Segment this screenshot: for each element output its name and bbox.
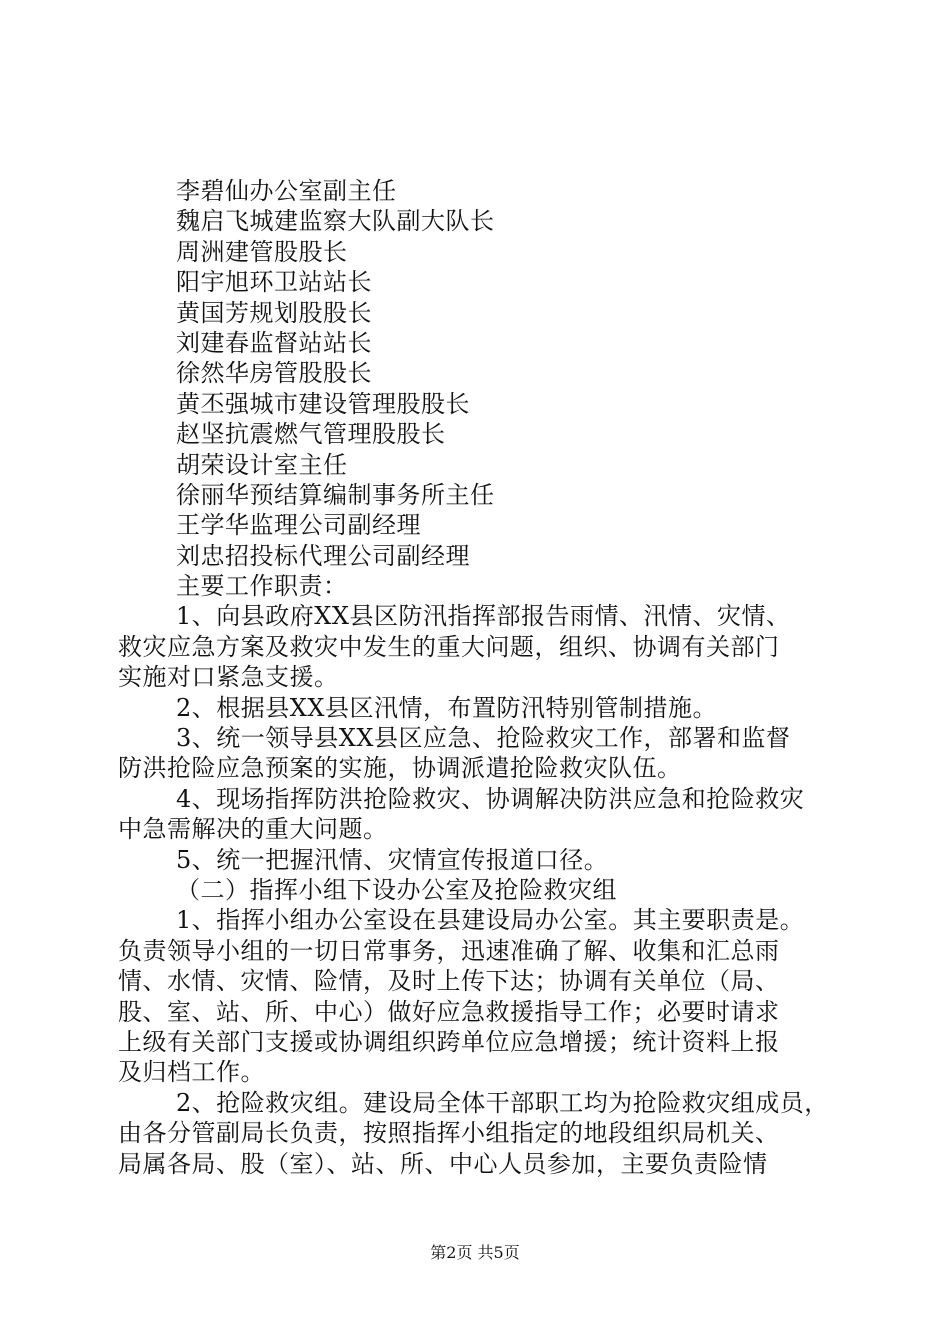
duties-heading: 主要工作职责： <box>176 572 348 601</box>
duty-line: 实施对口紧急支援。 <box>118 663 339 692</box>
member-line: 魏启飞城建监察大队副大队长 <box>176 207 495 236</box>
paragraph-line: 由各分管副局长负责，按照指挥小组指定的地段组织局机关、 <box>118 1119 780 1148</box>
paragraph-line: 上级有关部门支援或协调组织跨单位应急增援；统计资料上报 <box>118 1027 780 1056</box>
paragraph-line: 及归档工作。 <box>118 1058 265 1087</box>
duty-line: 救灾应急方案及救灾中发生的重大问题，组织、协调有关部门 <box>118 632 780 661</box>
member-line: 赵坚抗震燃气管理股股长 <box>176 420 446 449</box>
member-line: 黄国芳规划股股长 <box>176 298 372 327</box>
member-line: 黄丕强城市建设管理股股长 <box>176 389 470 418</box>
paragraph-line: 负责领导小组的一切日常事务，迅速准确了解、收集和汇总雨 <box>118 936 780 965</box>
duty-line: 中急需解决的重大问题。 <box>118 815 388 844</box>
member-line: 刘建春监督站站长 <box>176 328 372 357</box>
duty-line: 5、统一把握汛情、灾情宣传报道口径。 <box>176 845 609 874</box>
member-line: 胡荣设计室主任 <box>176 450 348 479</box>
member-line: 刘忠招投标代理公司副经理 <box>176 541 470 570</box>
paragraph-line: 股、室、站、所、中心）做好应急救援指导工作；必要时请求 <box>118 997 780 1026</box>
duty-line: 4、现场指挥防洪抢险救灾、协调解决防洪应急和抢险救灾 <box>176 784 805 813</box>
duty-line: 2、根据县XX县区汛情，布置防汛特别管制措施。 <box>176 693 717 722</box>
body-text <box>118 176 834 1179</box>
page-footer: 第2页 共5页 <box>430 1243 520 1262</box>
member-line: 徐丽华预结算编制事务所主任 <box>176 480 495 509</box>
section-heading: （二）指挥小组下设办公室及抢险救灾组 <box>176 875 617 904</box>
paragraph-line: 1、指挥小组办公室设在县建设局办公室。其主要职责是。 <box>176 906 805 935</box>
member-line: 王学华监理公司副经理 <box>176 511 421 540</box>
member-line: 周洲建管股股长 <box>176 237 348 266</box>
duty-line: 3、统一领导县XX县区应急、抢险救灾工作，部署和监督 <box>176 724 791 753</box>
duty-line: 1、向县政府XX县区防汛指挥部报告雨情、汛情、灾情、 <box>176 602 791 631</box>
member-line: 李碧仙办公室副主任 <box>176 177 397 205</box>
paragraph-line: 局属各局、股（室）、站、所、中心人员参加，主要负责险情 <box>118 1149 768 1178</box>
member-line: 阳宇旭环卫站站长 <box>176 268 372 297</box>
member-line: 徐然华房管股股长 <box>176 359 372 388</box>
duty-line: 防洪抢险应急预案的实施，协调派遣抢险救灾队伍。 <box>118 754 682 783</box>
paragraph-line: 情、水情、灾情、险情，及时上传下达；协调有关单位（局、 <box>118 967 780 996</box>
paragraph-line: 2、抢险救灾组。建设局全体干部职工均为抢险救灾组成员， <box>176 1088 829 1117</box>
